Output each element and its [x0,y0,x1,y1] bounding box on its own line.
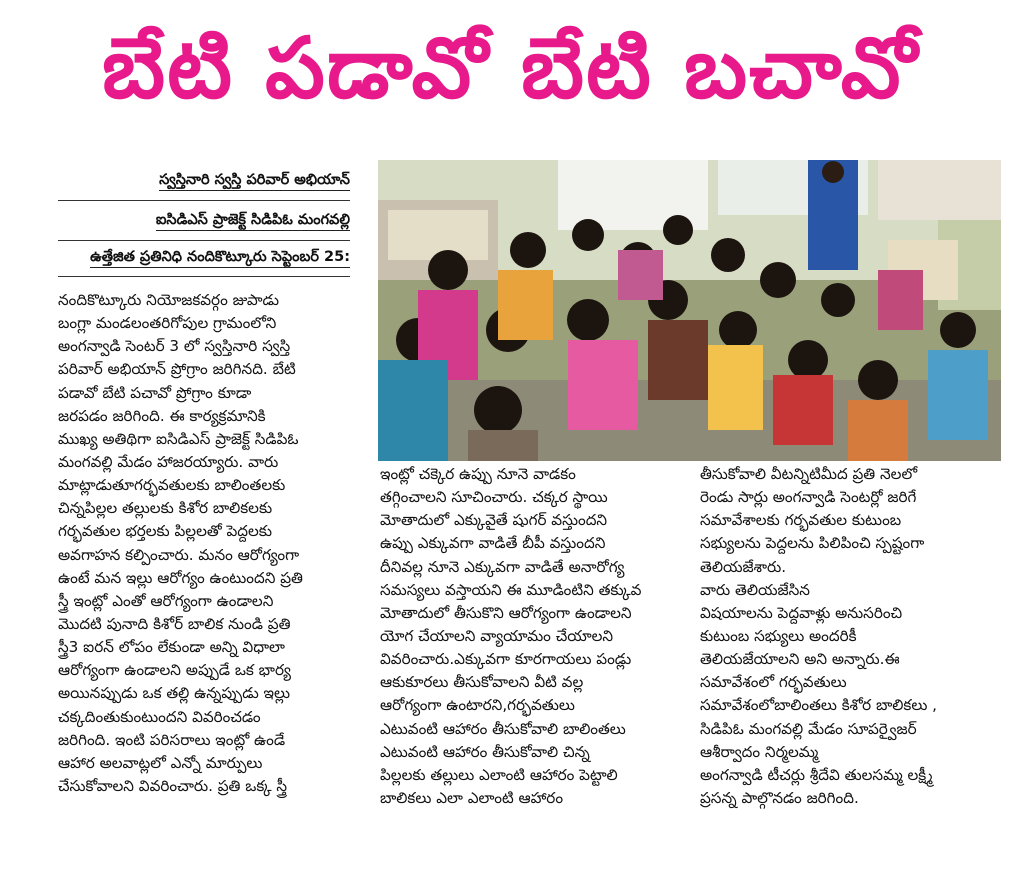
text-line: విషయాలను పెద్దవాళ్లు అనుసరించి [700,603,903,622]
text-line: మోతాదులో ఎక్కువైతే షుగర్ వస్తుందని [380,511,608,530]
text-line: గర్భవతుల భర్తలకు పిల్లలతో పెద్దలకు [58,522,272,541]
text-line: చిన్నపిల్లల తల్లులకు కిశోర బాలికలకు [58,499,273,518]
rule-divider [58,200,350,201]
text-line: తెలియజేయాలని అని అన్నారు.ఈ [700,650,900,669]
article-column-1 [58,289,352,798]
text-line: వివరించారు.ఎక్కువగా కూరగాయలు పండ్లు [380,650,632,669]
text-line: ఉంటే మన ఇల్లు ఆరోగ్యం ఉంటుందని ప్రతి [58,568,303,587]
text-line: అవగాహన కల్పించారు. మనం ఆరోగ్యంగా [58,545,300,564]
text-line: సిడిపిఓ మంగవల్లి మేడం సూపర్వైజర్ [700,719,917,738]
text-line: జరపడం జరిగింది. ఈ కార్యక్రమానికి [58,406,266,425]
text-line: ఆరోగ్యంగా ఉంటారని,గర్భవతులు [380,696,575,715]
text-line: మొదటి పునాది కిశోర్ బాలిక నుండి ప్రతి [58,614,291,633]
text-line: రెండు సార్లు అంగన్వాడి సెంటర్లో జరిగే [700,488,917,507]
text-line: వారు తెలియజేసిన [700,580,810,599]
text-line: తీసుకోవాలి వీటన్నిటిమీద ప్రతి నెలలో [700,465,918,483]
text-line: బంగ్లా మండలంతరిగోపుల గ్రామంలోని [58,314,277,333]
rule-divider [58,276,350,277]
text-line: బాలికలు ఎలా ఎలాంటి ఆహారం [380,788,564,807]
text-line: అయినప్పుడు ఒక తల్లి ఉన్నప్పుడు ఇల్లు [58,684,291,703]
text-line: ఆరోగ్యంగా ఉండాలని అప్పుడే ఒక భార్య [58,661,291,680]
text-line: ఆహార అలవాట్లలో ఎన్నో మార్పులు [58,753,263,772]
byline-project: ఐసిడిఎస్ ప్రాజెక్ట్ సిడిపిఓ మంగవల్లి [60,212,350,232]
text-line: మంగవల్లి మేడం హాజరయ్యారు. వారు [58,452,279,471]
byline-dateline: ఉత్తేజిత ప్రతినిధి నందికొట్కూరు సెప్టెంబర్ 25: [60,249,350,269]
text-line: ఎటువంటి ఆహారం తీసుకోవాలి చిన్న [380,742,590,761]
text-line: సమస్యలు వస్తాయని ఈ మూడింటిని తక్కువ [380,580,642,599]
text-line: ఉప్పు ఎక్కువగా వాడితే బీపీ వస్తుందని [380,534,606,553]
text-line: ప్రసన్న పాల్గొనడం జరిగింది. [700,788,859,807]
text-line: మాట్లాడుతూగర్భవతులకు బాలింతలకు [58,476,286,495]
text-line: ఆశీర్వాదం నిర్మలమ్మ [700,742,819,761]
article-photo [378,160,1001,461]
text-line: యోగ చేయాలని వ్యాయామం చేయాలని [380,626,614,645]
text-line: స్త్రీ ఇంట్లో ఎంతో ఆరోగ్యంగా ఉండాలని [58,591,274,610]
text-line: స్త్రీ3 ఐరన్ లోపం లేకుండా అన్ని విధాలా [58,638,285,657]
headline: బేటి పడావో బేటి బచావో [102,19,919,117]
text-line: సమావేశాలకు గర్భవతుల కుటుంబ [700,511,902,530]
article-column-3 [700,463,1000,810]
text-line: తగ్గించాలని సూచించారు. చక్కర స్థాయి [380,488,608,507]
text-line: దీనివల్ల నూనె ఎక్కువగా వాడితే అనారోగ్య [380,557,625,576]
byline-program: స్వస్తినారి స్వస్తి పరివార్ అభియాన్ [60,172,350,192]
text-line: పడావో బేటి పచావో ప్రోగ్రాం కూడా [58,383,252,402]
text-line: సమావేశంలో గర్భవతులు [700,673,847,692]
text-line: నందికొట్కూరు నియోజకవర్గం జుపాడు [58,291,279,309]
text-line: అంగన్వాడి టీచర్లు శ్రీదేవి తులసమ్మ లక్ష్మీ [700,765,933,784]
rule-divider [58,240,350,241]
text-line: అంగన్వాడి సెంటర్ 3 లో స్వస్తినారి స్వస్తి [58,337,291,356]
text-line: చక్కదింతుకుంటుందని వివరించడం [58,707,261,726]
text-line: సభ్యులను పెద్దలను పిలిపించి స్పష్టంగా [700,534,925,553]
text-line: మోతాదులో తీసుకొని ఆరోగ్యంగా ఉండాలని [380,603,632,622]
text-line: పరివార్ అభియాన్ ప్రోగ్రాం జరిగినది. బేటి [58,360,296,379]
text-line: ఎటువంటి ఆహారం తీసుకోవాలి బాలింతలు [380,719,626,738]
text-line: చేసుకోవాలని వివరించారు. ప్రతి ఒక్క స్త్రీ [58,776,288,795]
text-line: సమావేశంలోబాలింతలు కిశోర బాలికలు , [700,696,938,715]
text-line: తెలియజేశారు. [700,557,787,576]
article-column-2 [380,463,680,810]
text-line: ఇంట్లో చక్కెర ఉప్పు నూనె వాడకం [380,465,576,483]
text-line: కుటుంబ సభ్యులు అందరికీ [700,626,857,645]
text-line: ఆకుకూరలు తీసుకోవాలని వీటి వల్ల [380,673,584,692]
text-line: జరిగింది. ఇంటి పరిసరాలు ఇంట్లో ఉండే [58,730,286,749]
text-line: పిల్లలకు తల్లులు ఎలాంటి ఆహారం పెట్టాలి [380,765,618,784]
text-line: ముఖ్య అతిథిగా ఐసిడిఎస్ ప్రాజెక్ట్ సిడిపిఓ [58,429,299,448]
